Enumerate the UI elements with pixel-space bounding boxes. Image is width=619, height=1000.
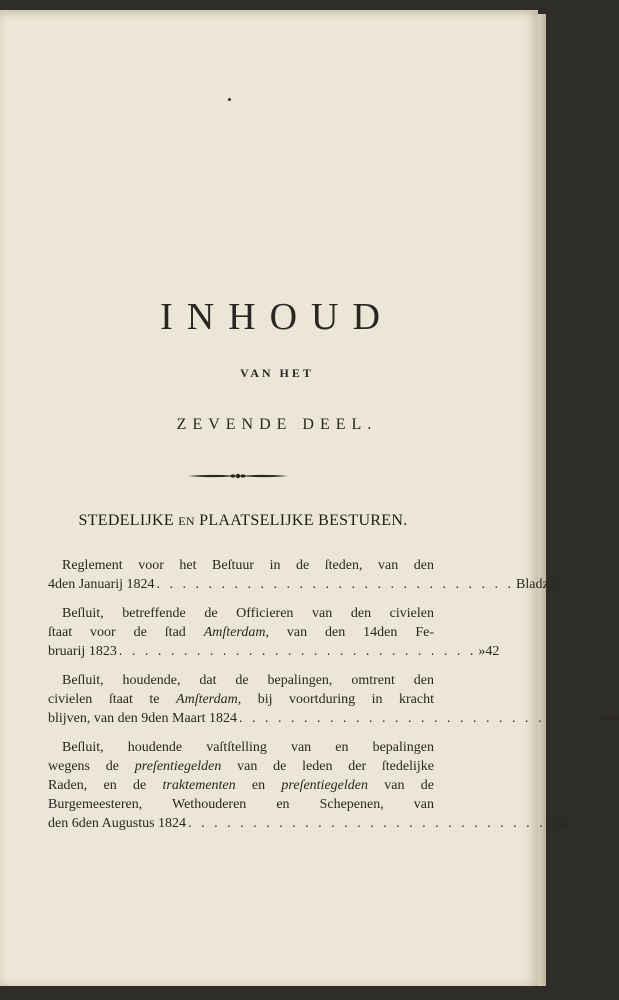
page-number: 44 <box>605 711 619 726</box>
leader-dots: . . . . . . . . . . . . . . . . . . . . . . . . . . . . <box>156 577 515 592</box>
entry-line: 4den Januarij 1824 <box>48 577 155 592</box>
entry-line-with-page <box>48 642 500 661</box>
page-edge <box>538 14 546 986</box>
entry-line-with-page <box>48 814 569 833</box>
entry-place-name: Amſterdam <box>203 625 266 640</box>
entry-text: wegens de <box>48 759 135 774</box>
book-page <box>0 10 538 986</box>
entry-line-with-page <box>48 709 619 728</box>
entry-line: bruarij 1823 <box>48 644 117 659</box>
entry-emphasis: preſentiegelden <box>281 778 368 793</box>
entry-text: van de leden der ſtedelijke <box>221 759 434 774</box>
entry-text: van de <box>367 778 434 793</box>
page-prefix: » <box>598 711 606 726</box>
entry-text: en <box>235 778 282 793</box>
ornament-divider <box>186 470 290 482</box>
page-prefix: » <box>478 644 486 659</box>
toc-entry[interactable] <box>48 738 569 833</box>
volume-label: ZEVENDE DEEL. <box>176 416 378 433</box>
leader-dots: . . . . . . . . . . . . . . . . . . . . . . . . . . . . <box>118 644 477 659</box>
section-heading-small: EN <box>178 514 195 528</box>
section-heading-part2: PLAATSELIJKE BESTUREN. <box>194 512 408 529</box>
section-heading <box>0 512 486 530</box>
entry-emphasis: preſentiegelden <box>134 759 222 774</box>
leader-dots: . . . . . . . . . . . . . . . . . . . . . . . . . . . . <box>188 816 546 831</box>
entry-line <box>48 690 434 709</box>
page-prefix: » <box>547 816 555 831</box>
entry-emphasis: traktementen <box>162 778 236 793</box>
entry-line: Beſluit, betreffende de Officieren van den civielen <box>62 606 434 621</box>
page-prefix: Bladz. <box>516 577 553 592</box>
ink-speck <box>228 98 231 101</box>
entry-text: Raden, en de <box>48 778 163 793</box>
page-title: INHOUD <box>160 296 394 338</box>
entry-text: , van den 14den Fe- <box>265 625 434 640</box>
entry-line: Beſluit, houdende vaſtſtelling van en bepalingen <box>62 740 434 755</box>
entry-text: ſtaat voor de ſtad <box>48 625 204 640</box>
entry-line <box>48 623 434 642</box>
entry-line: Burgemeesteren, Wethouderen en Schepenen, van <box>48 797 434 812</box>
entry-line: den 6den Augustus 1824 <box>48 816 187 831</box>
toc-entry[interactable] <box>48 604 500 661</box>
section-heading-part1: STEDELIJKE <box>78 512 179 529</box>
entry-place-name: Amſterdam <box>176 692 238 707</box>
page-subtitle: VAN HET <box>240 366 314 380</box>
page-number: 52 <box>554 816 569 831</box>
entry-line: blijven, van den 9den Maart 1824 <box>48 711 237 726</box>
page-number: 2 <box>552 577 560 592</box>
toc-entry[interactable] <box>48 671 619 728</box>
entry-line <box>48 776 434 795</box>
toc-entry[interactable] <box>48 556 560 594</box>
leader-dots: . . . . . . . . . . . . . . . . . . . . . . . . . . . . <box>238 711 597 726</box>
entry-line: Beſluit, houdende, dat de bepalingen, omtrent den <box>62 673 434 688</box>
entry-line: Reglement voor het Beſtuur in de ſteden, van den <box>62 558 434 573</box>
entry-text: , bij voortduring in kracht <box>237 692 434 707</box>
entry-text: civielen ſtaat te <box>48 692 177 707</box>
page-number: 42 <box>485 644 500 659</box>
entry-line-with-page <box>48 575 560 594</box>
entry-line <box>48 757 434 776</box>
